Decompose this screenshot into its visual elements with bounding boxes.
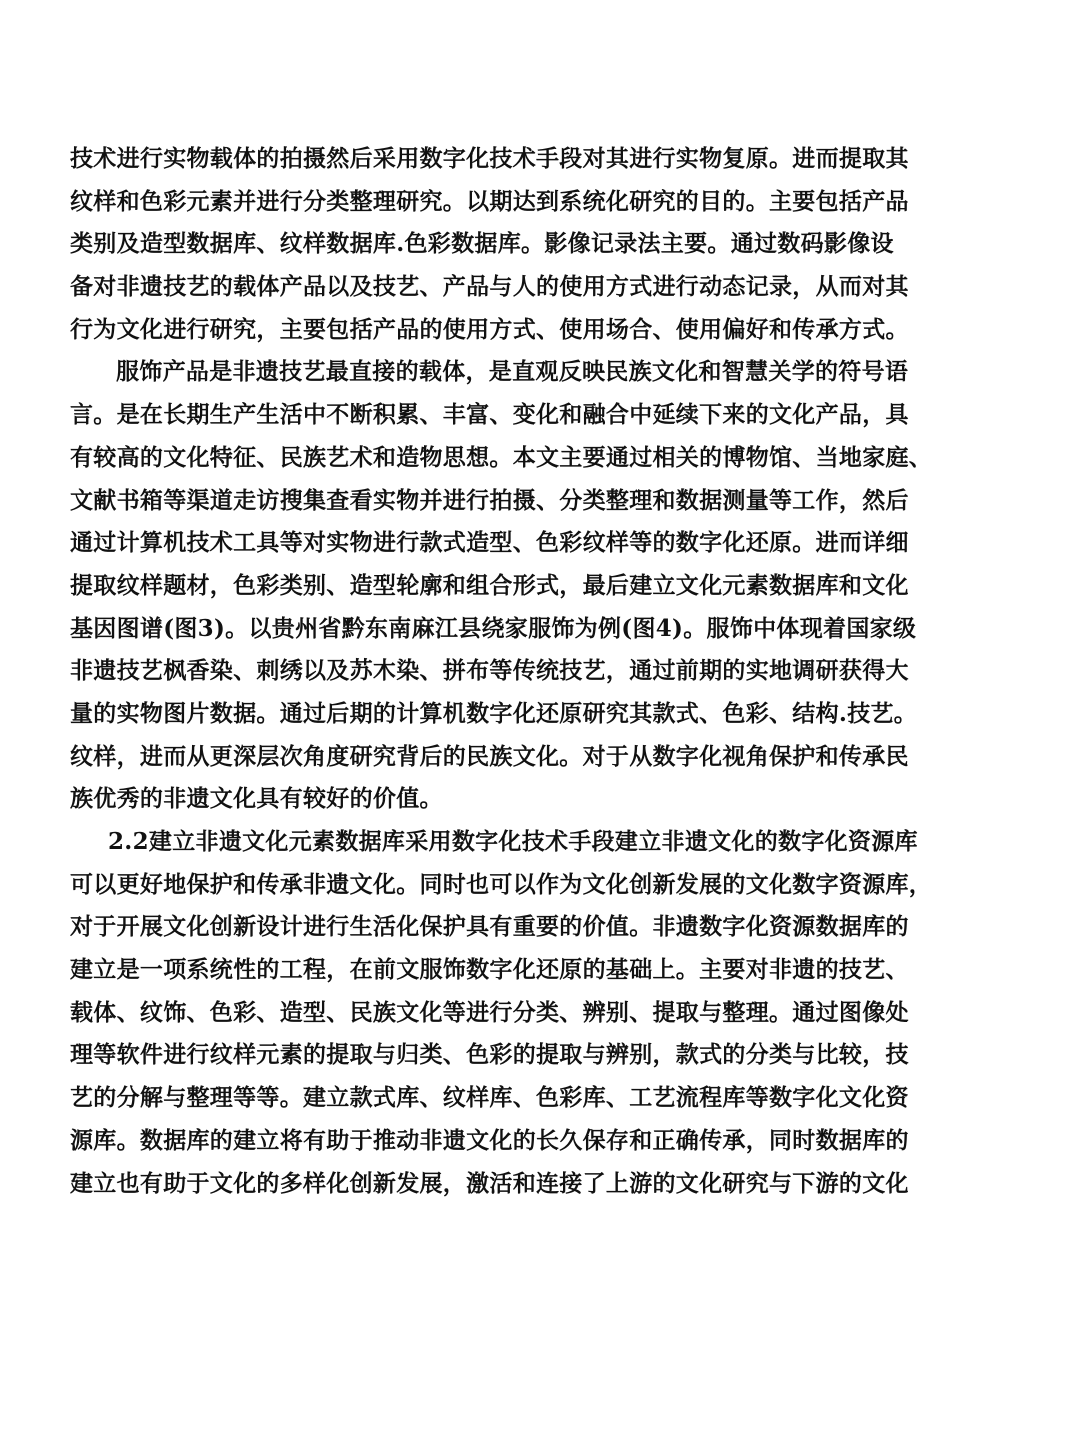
text-line: 建立也有助于文化的多样化创新发展，激活和连接了上游的文化研究与下游的文化 [70,1169,909,1197]
text-line: 建立是一项系统性的工程，在前文服饰数字化还原的基础上。主要对非遗的技艺、 [70,956,909,984]
text-line: 行为文化进行研究，主要包括产品的使用方式、使用场合、使用偏好和传承方式。 [70,315,909,343]
text-line: 载体、纹饰、色彩、造型、民族文化等进行分类、辨别、提取与整理。通过图像处 [70,998,909,1026]
text-line: 技术进行实物载体的拍摄然后采用数字化技术手段对其进行实物复原。进而提取其 [70,145,909,172]
text-line: 言。是在长期生产生活中不断积累、丰富、变化和融合中延续下来的文化产品，具 [70,401,909,429]
text-line: 纹样和色彩元素并进行分类整理研究。以期达到系统化研究的目的。主要包括产品 [70,187,909,215]
text-line: 通过计算机技术工具等对实物进行款式造型、色彩纹样等的数字化还原。进而详细 [70,529,909,557]
text-line: 艺的分解与整理等等。建立款式库、纹样库、色彩库、工艺流程库等数字化文化资 [70,1084,909,1112]
text-line: 纹样，进而从更深层次角度研究背后的民族文化。对于从数字化视角保护和传承民 [70,742,909,770]
text-line: 源库。数据库的建立将有助于推动非遗文化的长久保存和正确传承，同时数据库的 [70,1126,909,1154]
text-line: 对于开展文化创新设计进行生活化保护具有重要的价值。非遗数字化资源数据库的 [70,913,909,941]
section-heading-line: 2.2建立非遗文化元素数据库采用数字化技术手段建立非遗文化的数字化资源库 [108,828,918,855]
text-line: 基因图谱(图3)。以贵州省黔东南麻江县绕家服饰为例(图4)。服饰中体现着国家级 [70,614,917,642]
text-line: 提取纹样题材，色彩类别、造型轮廓和组合形式，最后建立文化元素数据库和文化 [70,571,909,599]
text-line: 量的实物图片数据。通过后期的计算机数字化还原研究其款式、色彩、结构.技艺。 [70,699,918,727]
text-line: 可以更好地保护和传承非遗文化。同时也可以作为文化创新发展的文化数字资源库， [70,870,933,898]
text-line: 非遗技艺枫香染、刺绣以及苏木染、拼布等传统技艺，通过前期的实地调研获得大 [70,657,909,685]
body-text [70,138,1010,1205]
text-line: 备对非遗技艺的载体产品以及技艺、产品与人的使用方式进行动态记录，从而对其 [70,273,909,301]
text-line: 服饰产品是非遗技艺最直接的载体，是直观反映民族文化和智慧关学的符号语 [116,358,909,386]
text-line: 类别及造型数据库、纹样数据库.色彩数据库。影像记录法主要。通过数码影像设 [70,230,894,258]
text-line: 族优秀的非遗文化具有较好的价值。 [70,785,443,813]
text-line: 有较高的文化特征、民族艺术和造物思想。本文主要通过相关的博物馆、当地家庭、 [70,443,933,471]
text-line: 理等软件进行纹样元素的提取与归类、色彩的提取与辨别，款式的分类与比较，技 [70,1041,909,1069]
text-line: 文献书箱等渠道走访搜集查看实物并进行拍摄、分类整理和数据测量等工作，然后 [70,486,909,514]
